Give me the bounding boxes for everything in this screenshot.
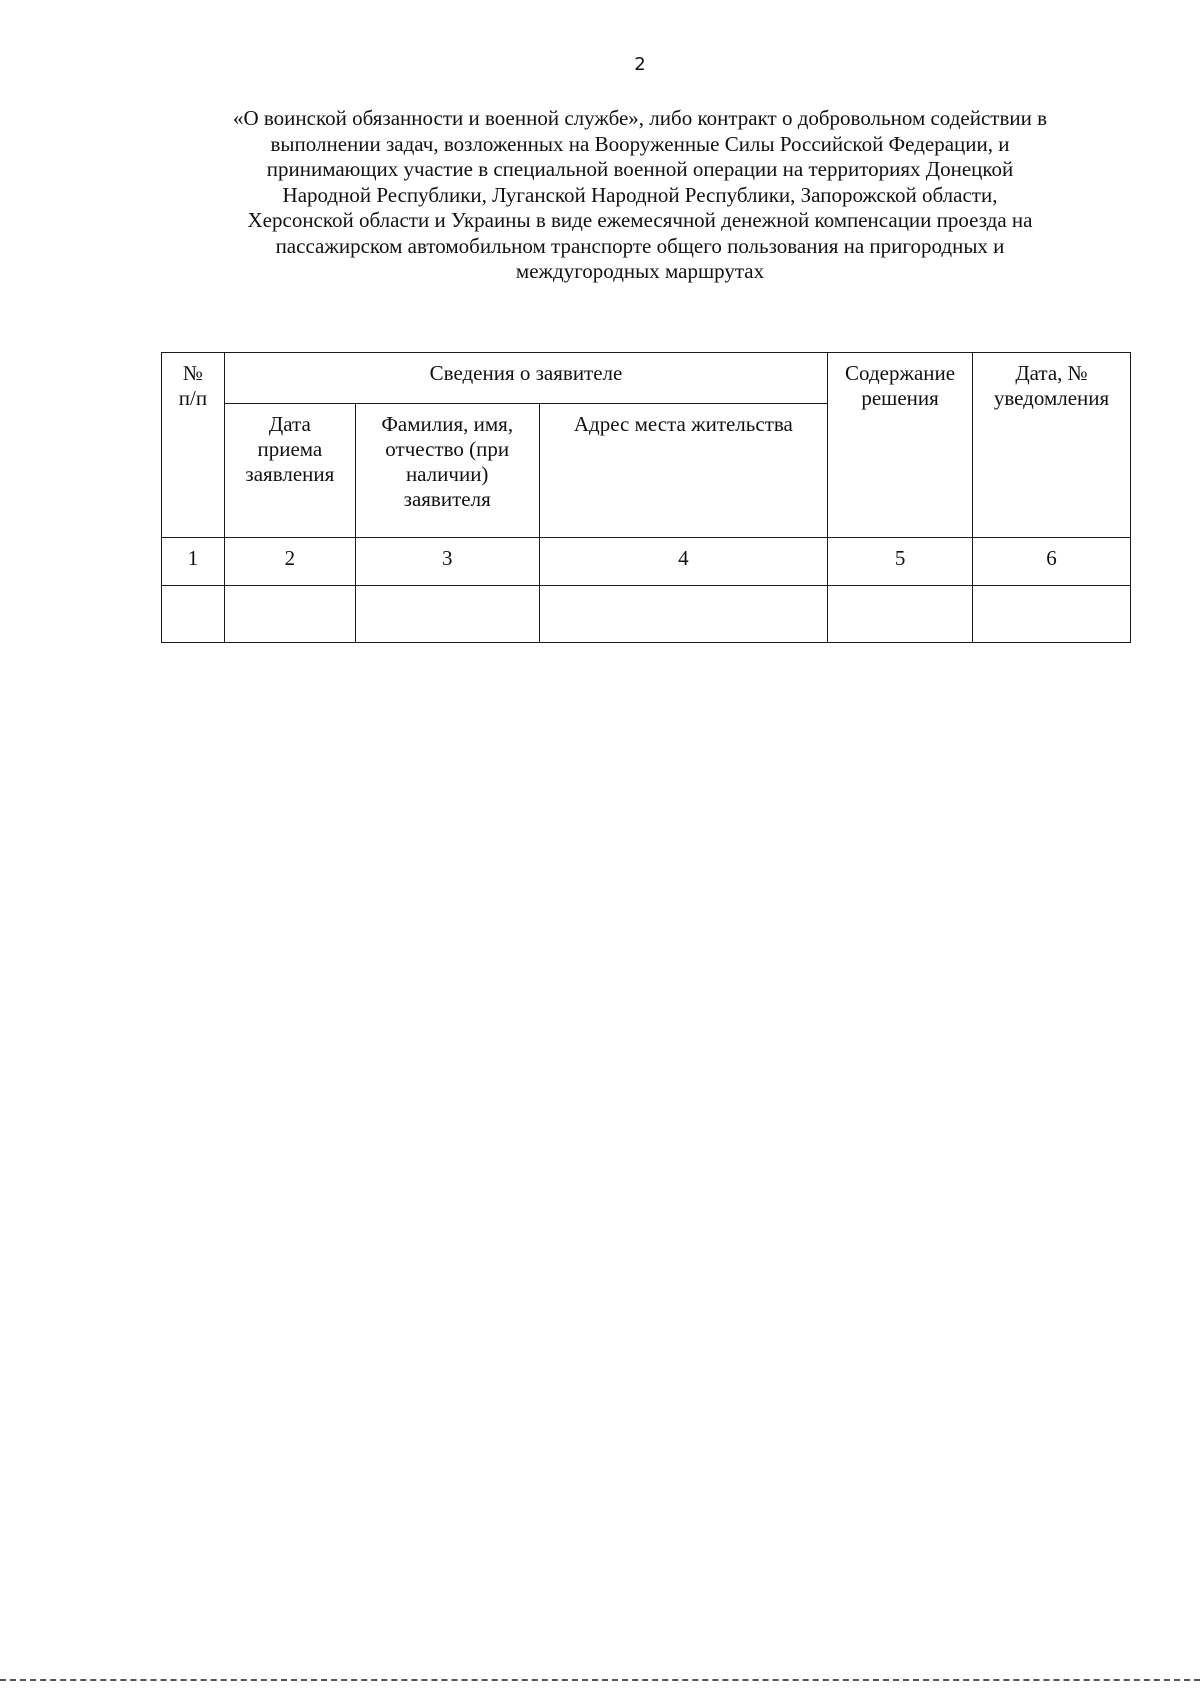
table-cell bbox=[973, 586, 1131, 643]
header-decision-line: решения bbox=[861, 386, 939, 410]
header-name-line: Фамилия, имя, bbox=[381, 412, 514, 436]
table-cell bbox=[539, 586, 828, 643]
register-table bbox=[161, 352, 1131, 643]
header-row bbox=[162, 353, 1131, 404]
header-date-line: приема bbox=[257, 437, 323, 461]
header-notification bbox=[973, 353, 1131, 538]
header-notification-line: Дата, № bbox=[1015, 361, 1088, 385]
column-number: 6 bbox=[973, 538, 1131, 586]
table-cell bbox=[355, 586, 539, 643]
header-number-line: п/п bbox=[178, 386, 208, 410]
header-date-line: Дата bbox=[268, 412, 311, 436]
header-number-line: № bbox=[182, 361, 203, 385]
page-number: 2 bbox=[634, 54, 646, 75]
heading-line: Народной Республики, Луганской Народной Республики, Запорожской области, bbox=[282, 182, 998, 207]
table-cell bbox=[828, 586, 973, 643]
header-name-line: заявителя bbox=[403, 487, 491, 511]
header-number bbox=[162, 353, 225, 538]
column-number: 3 bbox=[355, 538, 539, 586]
heading-line: выполнении задач, возложенных на Вооруженные Силы Российской Федерации, и bbox=[270, 131, 1010, 156]
column-number: 4 bbox=[539, 538, 828, 586]
header-name bbox=[355, 404, 539, 538]
header-name-line: отчество (при bbox=[385, 437, 510, 461]
header-date bbox=[224, 404, 355, 538]
heading-line: «О воинской обязанности и военной службе», либо контракт о добровольном содействии в bbox=[232, 106, 1048, 130]
heading-line: принимающих участие в специальной военной операции на территориях Донецкой bbox=[266, 157, 1014, 181]
table-row bbox=[162, 586, 1131, 643]
scan-edge-line bbox=[0, 1679, 1200, 1681]
table-cell bbox=[224, 586, 355, 643]
heading-line: пассажирском автомобильном транспорте общего пользования на пригородных и bbox=[275, 233, 1005, 258]
column-number: 2 bbox=[224, 538, 355, 586]
header-date-line: заявления bbox=[245, 462, 335, 486]
column-number: 5 bbox=[828, 538, 973, 586]
heading-line: междугородных маршрутах bbox=[515, 259, 765, 283]
header-name-line: наличии) bbox=[405, 462, 489, 486]
table-cell bbox=[162, 586, 225, 643]
header-decision-line: Содержание bbox=[845, 361, 956, 385]
document-heading bbox=[150, 106, 1130, 285]
header-decision bbox=[828, 353, 973, 538]
header-address: Адрес места жительства bbox=[539, 404, 828, 538]
column-number: 1 bbox=[162, 538, 225, 586]
column-number-row bbox=[162, 538, 1131, 586]
header-notification-line: уведомления bbox=[993, 386, 1110, 410]
heading-line: Херсонской области и Украины в виде ежемесячной денежной компенсации проезда на bbox=[247, 208, 1033, 232]
header-applicant-info: Сведения о заявителе bbox=[224, 353, 827, 404]
